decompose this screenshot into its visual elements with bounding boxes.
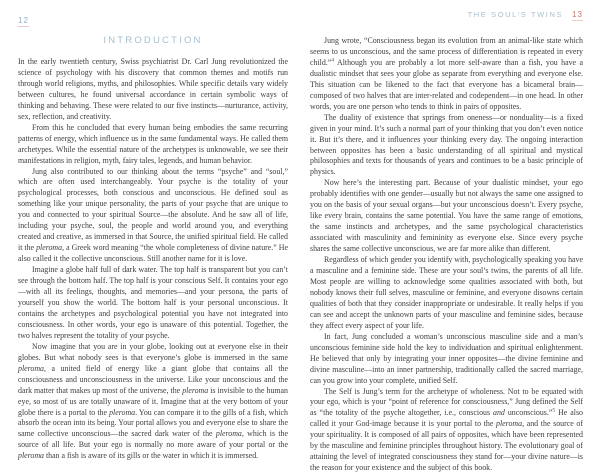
page-left: [0, 0, 300, 450]
paragraph: The Self is Jung’s term for the archetype of wholeness. Not to be equated with your ego, which is your “point of reference for consciousness,” Jung defined the Self as “the totality of the psyche altogether, i.e., conscious and unconscious.”$^5$ He also called it your God-image because it is your portal to the pleroma, and the source of your spirituality. It is composed of all pairs of opposites, which have been represented by the masculine and feminine principles throughout history. The evolutionary goal of attaining the level of integrated consciousness they stand for—your divine nature—is the reason for your existence and the subject of this book.: [310, 387, 583, 474]
paragraph: Imagine a globe half full of dark water. The top half is transparent but you can’t see through the bottom half. The top half is your conscious Self. It contains your ego—with all its feelings, thoughts, and memories—and your persona, the parts of yourself you show the world. The bottom half is your personal unconscious. It contains the archetypes and psychological potential you have not integrated into consciousness. In other words, your ego is unaware of this potential. Together, the two halves represent the totality of your psyche.: [18, 265, 288, 342]
paragraph: In fact, Jung concluded a woman’s unconscious masculine side and a man’s unconscious feminine side hold the key to individuation and spiritual enlightenment. He believed that only by integrating your inner opposites—the divine feminine and divine masculine—into an inner partnership, traditionally called the sacred marriage, can you grow into your complete, unified Self.: [310, 332, 583, 387]
page-number-right[interactable]: 13: [572, 10, 583, 21]
paragraph: Now here’s the interesting part. Because of your dualistic mindset, your ego probably identifies with one gender—usually but not always the same one assigned to you on the basis of your sexual organs—but your unconscious doesn’t. Every psyche, like every brain, contains the same potential. You have the same range of emotions, the same instincts and archetypes, and the same psychological characteristics associated with masculinity and femininity as everyone else. Since every psyche shares the same collective unconscious, we are far more alike than different.: [310, 178, 583, 255]
running-header: THE SOUL’S TWINS: [468, 10, 563, 19]
page-number-left[interactable]: 12: [18, 16, 29, 27]
left-page-header: [18, 10, 288, 23]
paragraph: In the early twentieth century, Swiss psychiatrist Dr. Carl Jung revolutionized the science of psychology with his discovery that common themes and motifs run through world religions, myths, and philosophies. While specific details vary widely between cultures, he found universal accordance in certain symbolic ways of thinking and behaving. These were related to our five instincts—nurturance, activity, sex, reflection, and creativity.: [18, 57, 288, 123]
right-page-body: [310, 36, 583, 474]
page-right: [300, 0, 600, 450]
chapter-heading: INTRODUCTION: [18, 35, 288, 46]
right-page-header: [310, 10, 583, 23]
paragraph: Regardless of which gender you identify with, psychologically speaking you have a masculine and a feminine side. These are your soul’s twins, the parents of all life. Most people are willing to acknowledge some qualities associated with both, but nobody knows their full selves, masculine or feminine, and everyone disowns certain qualities of both that they consider inappropriate or undesirable. It really helps if you can see and accept the unknown parts of your masculine and feminine sides, because they affect every aspect of your life.: [310, 255, 583, 332]
paragraph: The duality of existence that springs from oneness—or nonduality—is a fixed given in your mind. It’s such a normal part of your thinking that you don’t even notice it. But it’s there, and it influences your thinking every day. The ongoing interaction between opposites has been a basic understanding of all spiritual and mystical philosophies and texts for thousands of years and continues to be a basic principle of physics.: [310, 113, 583, 179]
paragraph: Now imagine that you are in your globe, looking out at everyone else in their globes. But what nobody sees is that everyone’s globe is immersed in the same pleroma, a united field of energy like a giant globe that contains all the consciousness and unconsciousness in the universe. Like your unconscious and the dark matter that makes up most of the universe, the pleroma is invisible to the human eye, so most of us are totally unaware of it. Imagine that at the very bottom of your globe there is a portal to the pleroma. You can compare it to the gills of a fish, which absorb the ocean into its being. Your portal allows you and everyone else to share the same collective unconscious—the sacred dark water of the pleroma, which is the source of all life. But your ego is normally no more aware of your portal or the pleroma than a fish is aware of its gills or the water in which it is immersed.: [18, 342, 288, 462]
left-page-body: [18, 57, 288, 462]
paragraph: Jung also contributed to our thinking about the terms “psyche” and “soul,” which are often used interchangeably. Your psyche is the totality of your psychological processes, both conscious and unconscious. He defined soul as something like your unique personality, the parts of your psyche that are unique to you and connected to your spiritual Source—the absolute. And he saw all of life, including your psyche, soul, the people and world around you, and everything created and creative, as immersed in that Source, the unified spiritual field. He called it the pleroma, a Greek word meaning “the whole completeness of divine nature.” He also called it the collective unconscious. Still another name for it is love.: [18, 167, 288, 266]
paragraph: From this he concluded that every human being embodies the same recurring patterns of energy, which influence us in the same fundamental ways. He called them archetypes. While the essential nature of the archetypes is unknowable, we see their manifestations in religion, myth, fairy tales, legends, and human behavior.: [18, 123, 288, 167]
paragraph: Jung wrote, “Consciousness began its evolution from an animal-like state which seems to us unconscious, and the same process of differentiation is repeated in every child.”$^4$ Although you are probably a lot more self-aware than a fish, you have a dualistic mindset that sees your globe as separate from everything and everyone else. This situation can be likened to the fact that everyone has a bicameral brain—composed of two halves that are inter-related and codependent—in one head. In other words, you are one person who tends to think in pairs of opposites.: [310, 36, 583, 113]
